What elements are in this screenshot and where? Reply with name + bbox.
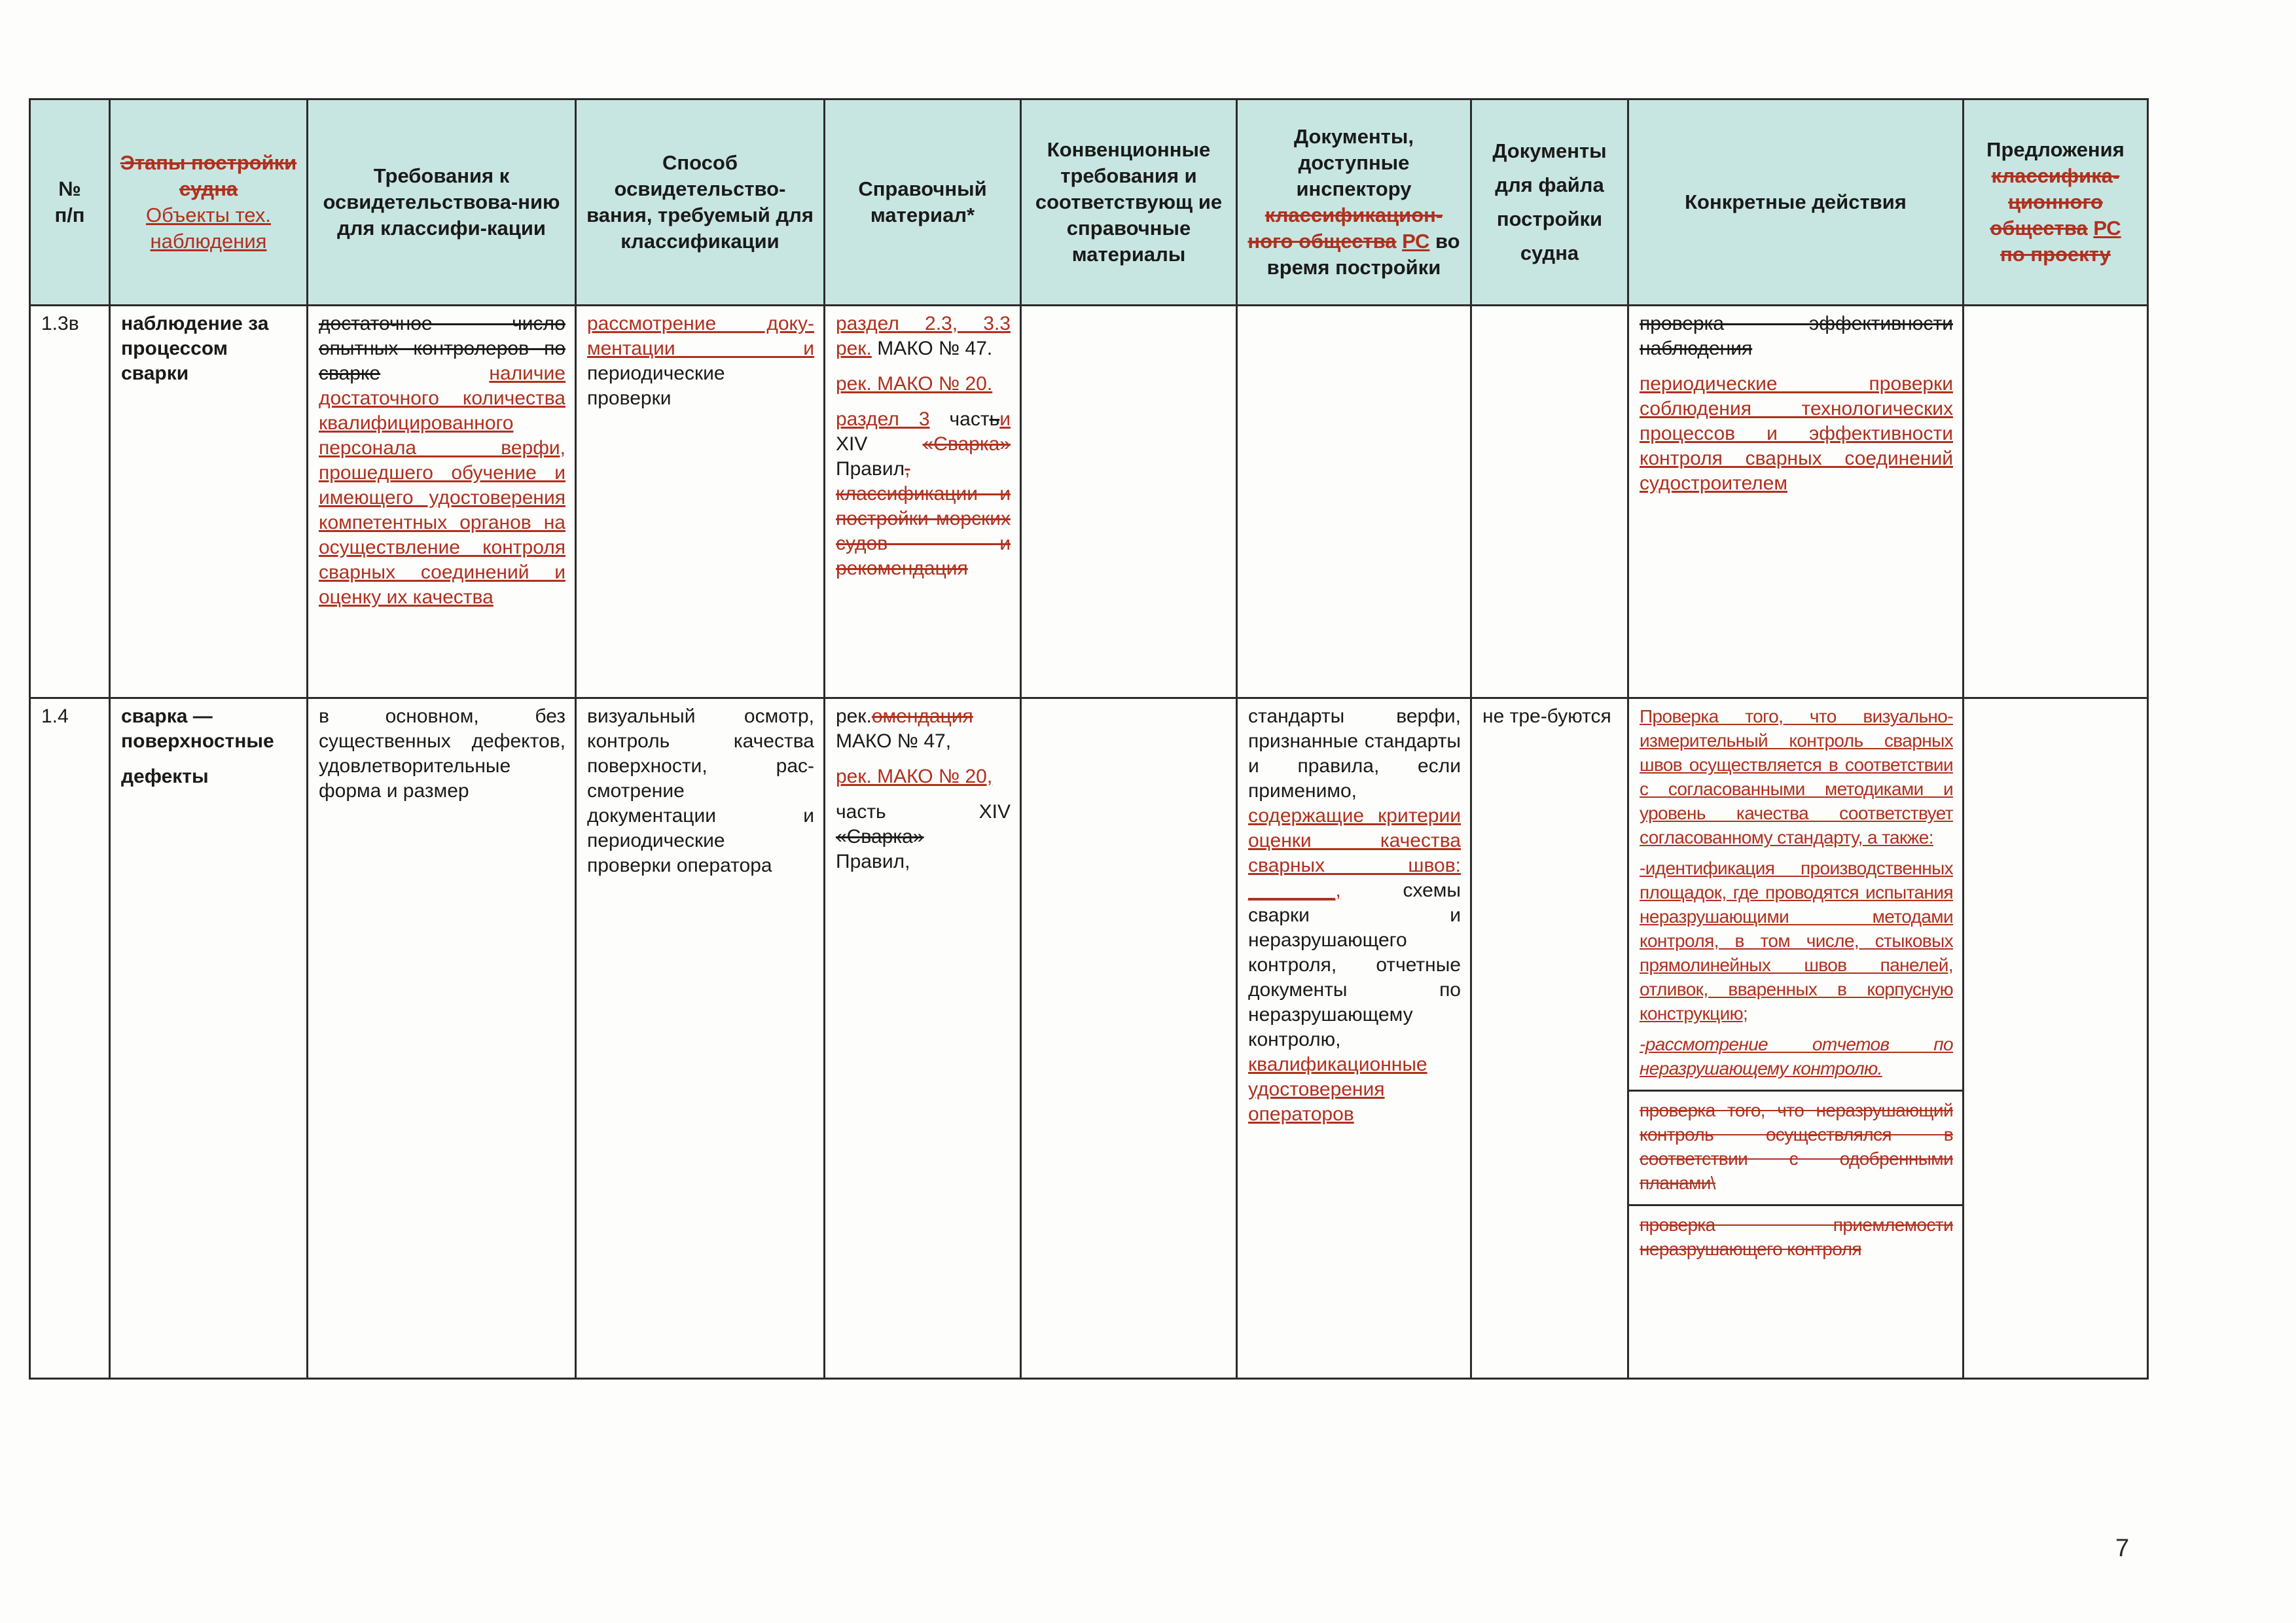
row-actions: проверка эффективности наблюдения периодические проверки соблюдения технологических процессов и эффективности контроля сварных соединений судостроителем	[1628, 306, 1964, 698]
row-number: 1.4	[30, 698, 110, 1379]
header-num: № п/п	[30, 99, 110, 306]
row-conventional	[1021, 698, 1237, 1379]
row-docs-file: не тре-буются	[1471, 698, 1628, 1379]
row-number: 1.3в	[30, 306, 110, 698]
header-method: Способ освидетельство-вания, требуемый для классификации	[576, 99, 825, 306]
table-row	[30, 698, 2148, 1379]
header-docs-inspector: Документы, доступные инспектору классификацион-ного общества РС во время постройки	[1237, 99, 1471, 306]
row-docs-inspector: стандарты верфи, признанные стандарты и правила, если применимо, содержащие критерии оценки качества сварных швов: ________, схемы сварки и неразрушающего контроля, отчетные документы по неразрушающему контролю, квалификационные удостоверения операторов	[1237, 698, 1471, 1379]
row-stage: наблюдение за процессом сварки	[110, 306, 308, 698]
row-method: рассмотрение доку-ментации и периодические проверки	[576, 306, 825, 698]
row-proposals	[1964, 698, 2148, 1379]
row-stage: сварка — поверхностные дефекты	[110, 698, 308, 1379]
page-number: 7	[2115, 1535, 2130, 1562]
table-row	[30, 306, 2148, 698]
header-reference: Справочный материал*	[825, 99, 1021, 306]
actions-divider: проверка приемлемости неразрушающего контроля	[1629, 1204, 1962, 1261]
row-conventional	[1021, 306, 1237, 698]
table-header-row	[30, 99, 2148, 306]
row-requirements: достаточное число опытных контролеров по сварке наличие достаточного количества квалифицированного персонала верфи, прошедшего обучение и имеющего удостоверения компетентных органов на осуществление контроля сварных соединений и оценку их качества	[308, 306, 576, 698]
header-stages: Этапы постройки судна Объекты тех. наблюдения	[110, 99, 308, 306]
row-requirements: в основном, без существенных дефектов, удовлетворительные форма и размер	[308, 698, 576, 1379]
header-requirements: Требования к освидетельствова-нию для классифи-кации	[308, 99, 576, 306]
actions-divider: проверка того, что неразрушающий контроль осуществлялся в соответствии с одобренными планами\	[1629, 1090, 1962, 1195]
row-reference: раздел 2.3, 3.3 рек. МАКО № 47. рек. МАКО № 20. раздел 3 частьи XIV «Сварка» Правил, классификации и постройки морских судов и рекомендация	[825, 306, 1021, 698]
row-reference: рек.омендация МАКО № 47, рек. МАКО № 20, часть XIV «Сварка» Правил,	[825, 698, 1021, 1379]
row-proposals	[1964, 306, 2148, 698]
row-method: визуальный осмотр, контроль качества поверхности, рас-смотрение документации и периодические проверки оператора	[576, 698, 825, 1379]
header-docs-file: Документы для файла постройки судна	[1471, 99, 1628, 306]
row-docs-inspector	[1237, 306, 1471, 698]
header-proposals: Предложения классифика-ционного общества РС по проекту	[1964, 99, 2148, 306]
row-docs-file	[1471, 306, 1628, 698]
row-actions: Проверка того, что визуально-измерительный контроль сварных швов осуществляется в соответствии с согласованными методиками и уровень качества соответствует согласованному стандарту, а также: -идентификация производственных площадок, где проводятся испытания неразрушающими методами контроля, в том числе, стыковых прямолинейных швов панелей, отливок, вваренных в корпусную конструкцию; -рассмотрение отчетов по неразрушающему контролю. проверка того, что неразрушающий контроль осуществлялся в соответствии с одобренными планами\ проверка приемлемости неразрушающего контроля	[1628, 698, 1964, 1379]
header-actions: Конкретные действия	[1628, 99, 1964, 306]
header-conventional: Конвенционные требования и соответствующ ие справочные материалы	[1021, 99, 1237, 306]
survey-table	[29, 98, 2149, 1380]
